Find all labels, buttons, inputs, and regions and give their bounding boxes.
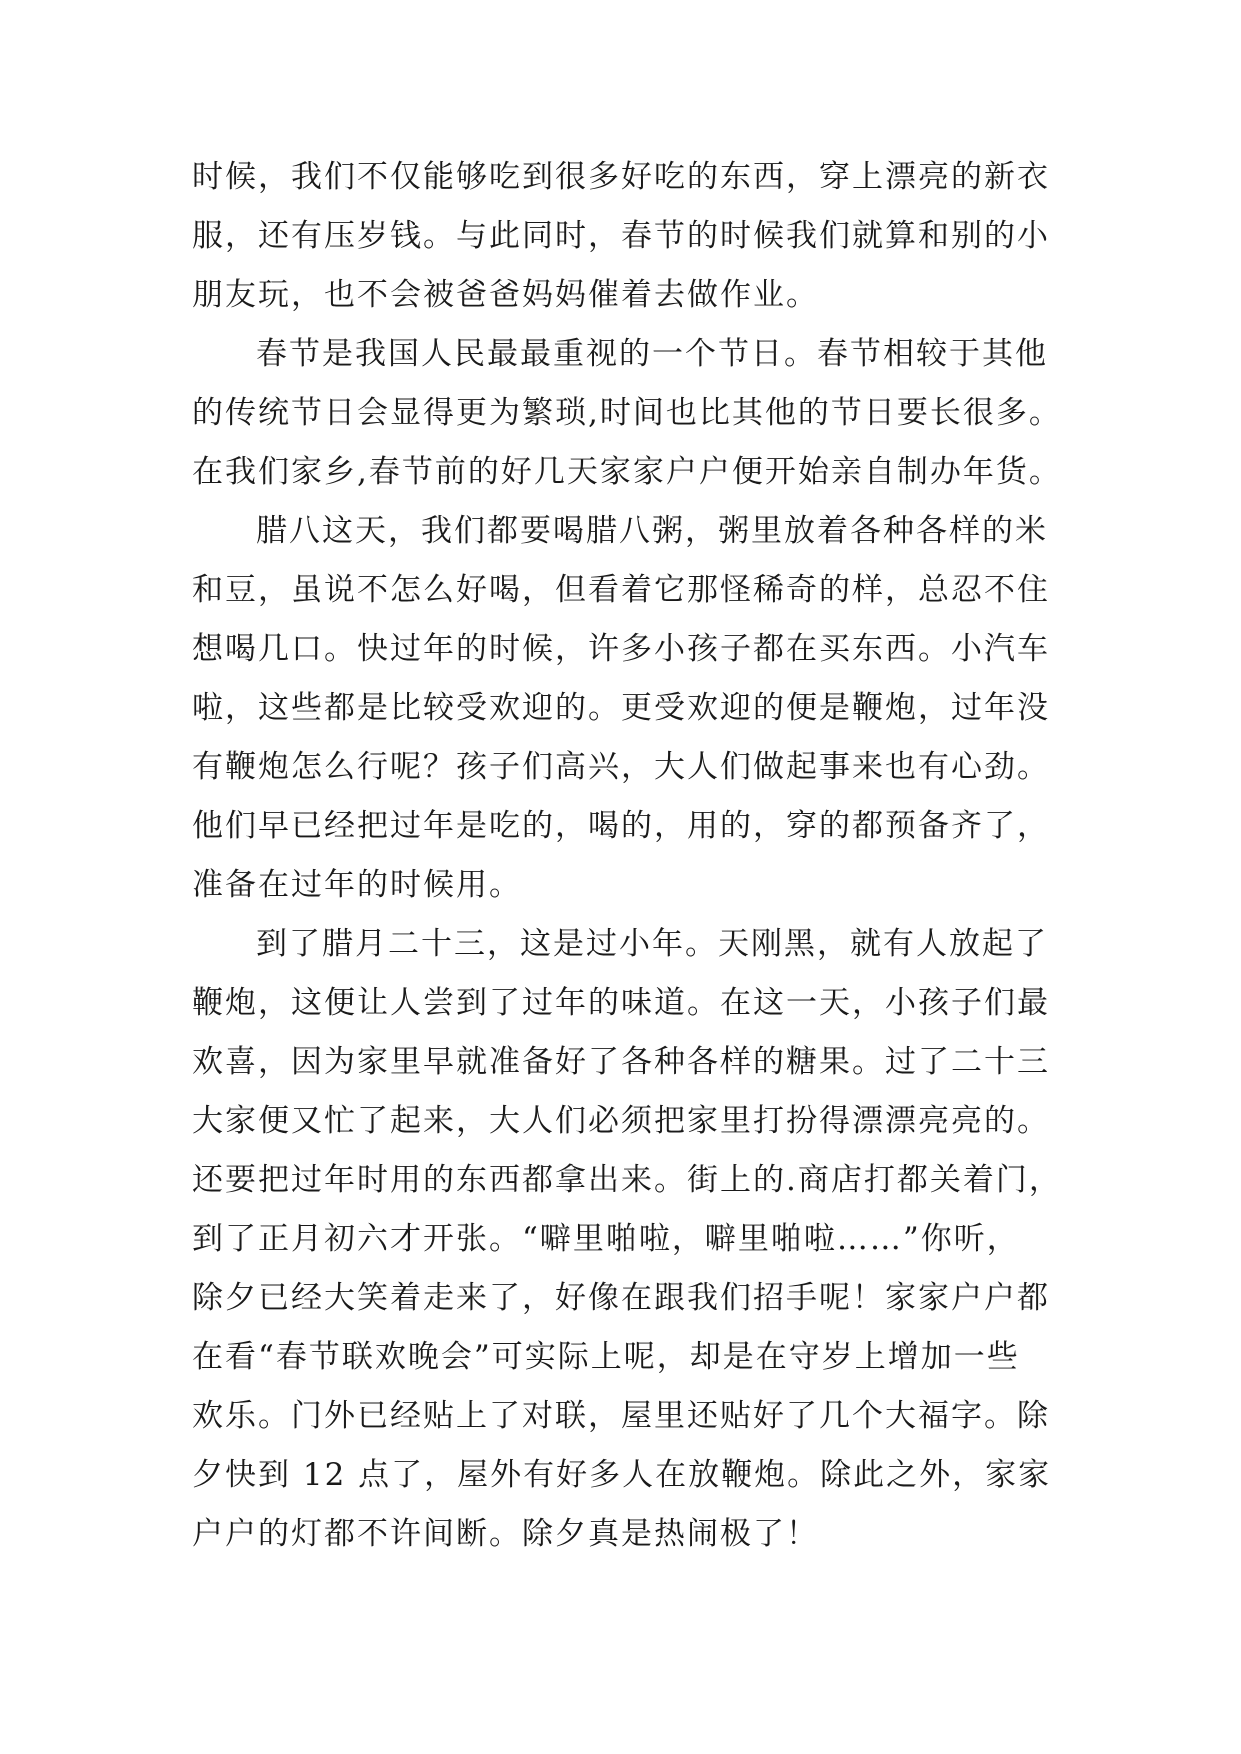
text-line: 准备在过年的时候用。	[192, 867, 522, 903]
paragraph-first-line: 春节是我国人民最最重视的一个节日。春节相较于其他	[256, 336, 1048, 372]
text-line: 欢乐。门外已经贴上了对联，屋里还贴好了几个大福字。除	[192, 1398, 1050, 1434]
paragraph-first-line: 腊八这天，我们都要喝腊八粥，粥里放着各种各样的米	[256, 513, 1048, 549]
text-line: 户户的灯都不许间断。除夕真是热闹极了！	[192, 1516, 819, 1552]
text-line: 他们早已经把过年是吃的，喝的，用的，穿的都预备齐了，	[192, 808, 1050, 844]
text-line: 到了正月初六才开张。“噼里啪啦，噼里啪啦……”你听，	[192, 1221, 1020, 1257]
document-body	[192, 148, 1062, 1564]
text-line: 大家便又忙了起来，大人们必须把家里打扮得漂漂亮亮的。	[192, 1103, 1050, 1139]
paragraph-first-line: 到了腊月二十三，这是过小年。天刚黑，就有人放起了	[256, 926, 1048, 962]
text-line: 欢喜，因为家里早就准备好了各种各样的糖果。过了二十三	[192, 1044, 1050, 1080]
text-line: 夕快到 12 点了，屋外有好多人在放鞭炮。除此之外，家家	[192, 1457, 1052, 1493]
text-line: 想喝几口。快过年的时候，许多小孩子都在买东西。小汽车	[192, 631, 1050, 667]
text-line: 有鞭炮怎么行呢？孩子们高兴，大人们做起事来也有心劲。	[192, 749, 1050, 785]
text-line: 鞭炮，这便让人尝到了过年的味道。在这一天，小孩子们最	[192, 985, 1050, 1021]
text-line: 还要把过年时用的东西都拿出来。街上的.商店打都关着门，	[192, 1162, 1062, 1198]
text-line: 和豆，虽说不怎么好喝，但看着它那怪稀奇的样，总忍不住	[192, 572, 1050, 608]
text-line: 在我们家乡,春节前的好几天家家户户便开始亲自制办年货。	[192, 454, 1062, 490]
text-line: 服，还有压岁钱。与此同时，春节的时候我们就算和别的小	[192, 218, 1050, 254]
text-line: 啦，这些都是比较受欢迎的。更受欢迎的便是鞭炮，过年没	[192, 690, 1050, 726]
text-line: 在看“春节联欢晚会”可实际上呢，却是在守岁上增加一些	[192, 1339, 1020, 1375]
text-line: 时候，我们不仅能够吃到很多好吃的东西，穿上漂亮的新衣	[192, 159, 1050, 195]
text-line: 的传统节日会显得更为繁琐,时间也比其他的节日要长很多。	[192, 395, 1062, 431]
text-line: 除夕已经大笑着走来了，好像在跟我们招手呢！家家户户都	[192, 1280, 1050, 1316]
text-line: 朋友玩，也不会被爸爸妈妈催着去做作业。	[192, 277, 819, 313]
